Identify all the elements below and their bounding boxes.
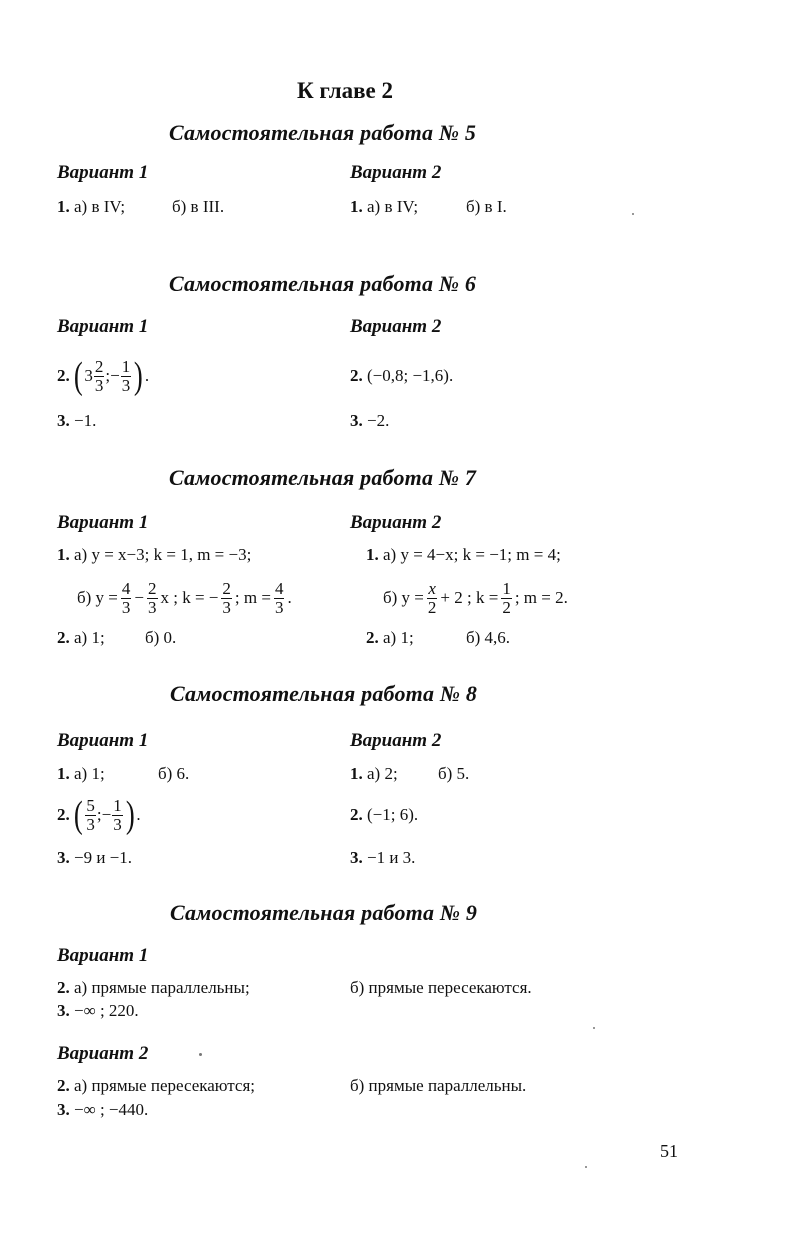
scan-speck (632, 213, 634, 215)
fraction (121, 358, 132, 395)
answer-part-a: а) прямые параллельны; (74, 978, 250, 997)
numerator: 1 (502, 578, 511, 598)
answer-line (57, 545, 251, 565)
numerator: 1 (121, 356, 131, 376)
fraction (121, 580, 132, 617)
variant-2-label: Вариант 2 (350, 316, 442, 337)
answer-part-a: а) 1; (74, 764, 105, 783)
item-number: 3. (57, 1100, 70, 1119)
section-title-work-7: Самостоятельная работа № 7 (169, 465, 477, 490)
answer-text: −2. (367, 411, 390, 430)
answer-line (57, 1100, 148, 1120)
answer-text: (−1; 6). (367, 805, 419, 824)
answer-text: x ; k = − (160, 588, 219, 607)
item-number: 3. (350, 848, 363, 867)
item-number: 1. (57, 764, 70, 783)
item-number: 2. (57, 366, 70, 385)
numerator: 4 (274, 578, 284, 598)
answer-line (57, 1076, 255, 1096)
item-number: 3. (57, 1001, 70, 1020)
section-title-work-8: Самостоятельная работа № 8 (170, 681, 478, 706)
denominator: 3 (121, 375, 131, 395)
answer-text: + 2 ; k = (440, 588, 499, 607)
numerator: 1 (113, 795, 122, 815)
minus-sign: − (134, 588, 144, 607)
answer-line (57, 764, 105, 784)
answer-line (57, 411, 96, 431)
answer-line (57, 628, 105, 648)
end-dot: . (144, 366, 150, 385)
scan-speck (593, 1027, 595, 1029)
answer-part-a: а) прямые пересекаются; (74, 1076, 256, 1095)
answer-line (366, 628, 414, 648)
answer-text: а) y = x−3; k = 1, m = −3; (74, 545, 252, 564)
section-title-work-5: Самостоятельная работа № 5 (169, 120, 477, 145)
answer-part-a: а) 2; (367, 764, 398, 783)
answer-part-a: а) в IV; (367, 197, 419, 216)
denominator: 3 (94, 375, 104, 395)
item-number: 1. (57, 545, 70, 564)
numerator: 5 (86, 795, 95, 815)
item-number: 2. (57, 628, 70, 647)
fraction (501, 580, 512, 617)
item-number: 3. (350, 411, 363, 430)
variant-1-label: Вариант 1 (57, 512, 149, 533)
fraction (85, 797, 96, 834)
denominator: 3 (86, 814, 95, 834)
answer-line-fraction (383, 574, 568, 622)
answer-line (350, 366, 453, 386)
answer-part-a: а) в IV; (74, 197, 126, 216)
fraction (274, 580, 285, 617)
answer-part-a: а) 1; (74, 628, 105, 647)
left-paren: ( (73, 794, 83, 836)
scan-speck (585, 1166, 587, 1168)
left-paren: ( (73, 355, 83, 397)
item-number: 3. (57, 848, 70, 867)
numerator: 4 (121, 578, 131, 598)
variant-2-label: Вариант 2 (350, 512, 442, 533)
item-number: 2. (57, 1076, 70, 1095)
denominator: 2 (502, 597, 511, 617)
answer-line (350, 848, 415, 868)
answer-part-b: б) 0. (145, 628, 177, 647)
variant-2-label: Вариант 2 (350, 730, 442, 751)
numerator: 2 (94, 356, 104, 376)
denominator: 2 (427, 597, 437, 617)
answer-part-b: б) в III. (172, 197, 225, 216)
answer-line (350, 197, 418, 217)
answer-line (350, 411, 389, 431)
item-number: 1. (350, 197, 363, 216)
item-number: 2. (350, 366, 363, 385)
denominator: 3 (274, 597, 284, 617)
answer-text: −9 и −1. (74, 848, 133, 867)
denominator: 3 (222, 597, 231, 617)
fraction (112, 797, 123, 834)
answer-text: −∞ ; 220. (74, 1001, 139, 1020)
answer-part-b: б) 5. (438, 764, 470, 783)
answer-text: ; m = (234, 588, 271, 607)
numerator: 2 (148, 578, 157, 598)
answer-part-b: б) прямые параллельны. (350, 1076, 527, 1095)
answer-line-fraction (57, 348, 149, 404)
variant-1-label: Вариант 1 (57, 945, 149, 966)
variant-1-label: Вариант 1 (57, 730, 149, 751)
separator: ; (105, 366, 111, 385)
answer-text: −∞ ; −440. (74, 1100, 149, 1119)
denominator: 3 (113, 814, 122, 834)
end-dot: . (136, 805, 141, 824)
item-number: 2. (57, 978, 70, 997)
item-number: 2. (57, 805, 70, 824)
answer-text: (−0,8; −1,6). (367, 366, 454, 385)
answer-part-b: б) 6. (158, 764, 190, 783)
answer-line (57, 1001, 139, 1021)
answer-line (57, 848, 132, 868)
variant-1-label: Вариант 1 (57, 316, 149, 337)
answer-line (57, 978, 250, 998)
separator: ; (96, 805, 102, 824)
answer-line (366, 545, 561, 565)
answer-text: а) y = 4−x; k = −1; m = 4; (383, 545, 561, 564)
answer-text: −1 и 3. (367, 848, 416, 867)
section-title-work-9: Самостоятельная работа № 9 (170, 900, 478, 925)
numerator: 2 (222, 578, 231, 598)
answer-line-fraction (77, 574, 292, 622)
item-number: 2. (350, 805, 363, 824)
item-number: 1. (366, 545, 379, 564)
page-number: 51 (660, 1141, 678, 1161)
answer-part-b: б) 4,6. (466, 628, 511, 647)
end-dot: . (287, 588, 292, 607)
right-paren: ) (125, 794, 135, 836)
answer-part-b: б) прямые пересекаются. (350, 978, 532, 997)
answer-text: ; m = 2. (514, 588, 568, 607)
denominator: 3 (121, 597, 131, 617)
item-number: 1. (57, 197, 70, 216)
answer-text: −1. (74, 411, 97, 430)
answer-line (350, 764, 398, 784)
variant-2-label: Вариант 2 (350, 162, 442, 183)
answer-line (350, 805, 418, 825)
fraction (147, 580, 158, 617)
answer-part-b: б) в I. (466, 197, 507, 216)
answer-text: б) y = (383, 588, 424, 607)
answer-line-fraction (57, 788, 141, 842)
answer-part-a: а) 1; (383, 628, 414, 647)
answer-line (57, 197, 125, 217)
section-title-work-6: Самостоятельная работа № 6 (169, 271, 477, 296)
item-number: 1. (350, 764, 363, 783)
minus-sign: − (101, 805, 112, 824)
numerator: x (428, 578, 436, 598)
fraction (94, 358, 105, 395)
variant-1-label: Вариант 1 (57, 162, 149, 183)
variant-2-label: Вариант 2 (57, 1043, 149, 1064)
right-paren: ) (134, 355, 143, 397)
fraction (221, 580, 232, 617)
scan-speck (199, 1053, 202, 1056)
mixed-whole: 3 (84, 366, 93, 385)
minus-sign: − (110, 366, 120, 385)
answer-text: б) y = (77, 588, 118, 607)
fraction (427, 580, 438, 617)
item-number: 2. (366, 628, 379, 647)
chapter-title: К главе 2 (297, 78, 393, 103)
item-number: 3. (57, 411, 70, 430)
denominator: 3 (148, 597, 157, 617)
